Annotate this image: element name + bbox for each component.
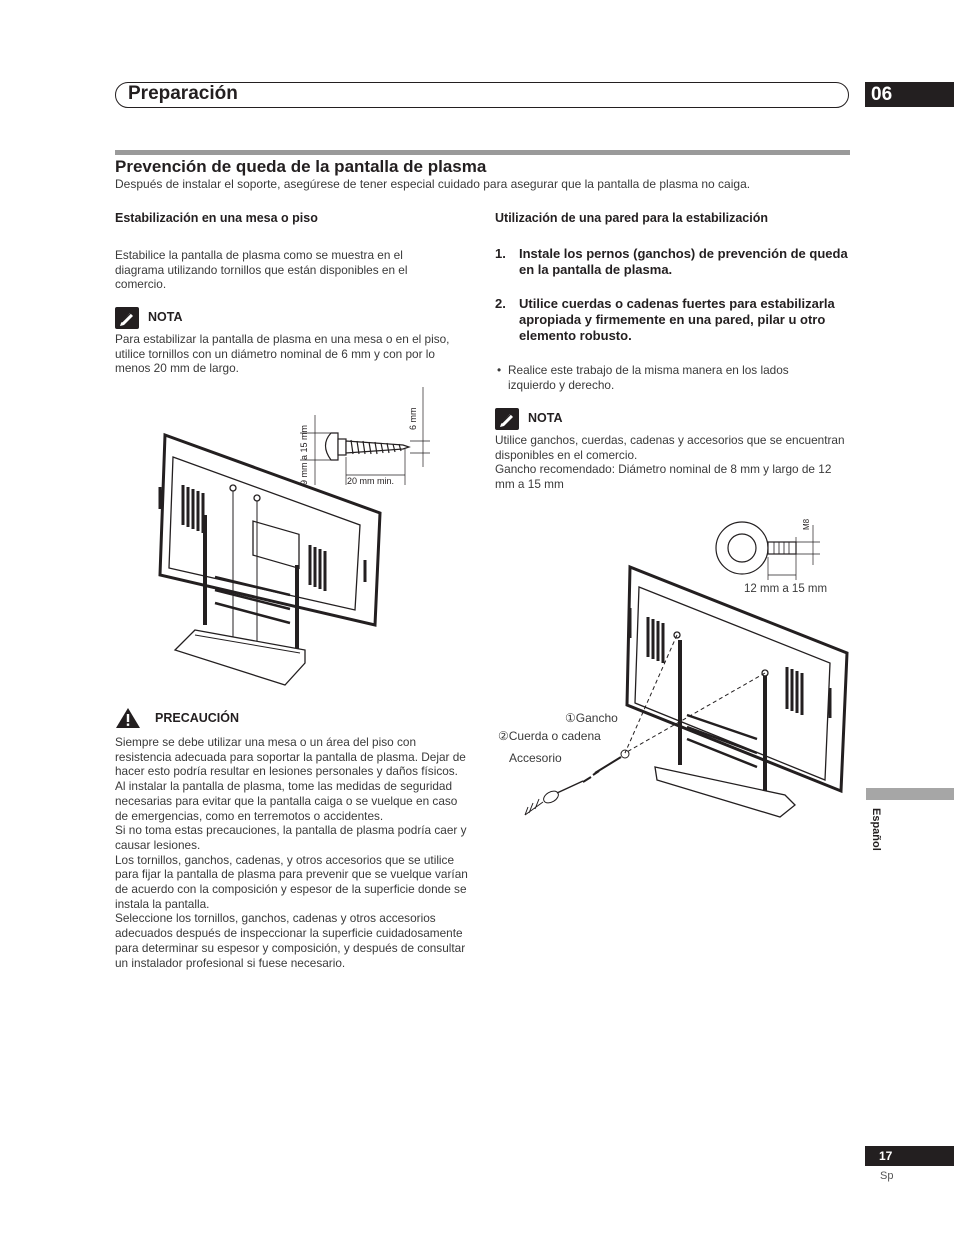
right-heading: Utilización de una pared para la estabilización <box>495 211 768 225</box>
page-lang-code: Sp <box>880 1170 894 1182</box>
step-2 <box>495 296 850 344</box>
thread-label: M8 <box>802 518 811 530</box>
caution-paragraph: Seleccione los tornillos, ganchos, cadenas y otros accesorios adecuados después de inspeccionar la superficie cuidadosamente para determinar su espesor y composición, y después de consultar un instalador profesional si fuese necesario. <box>115 911 466 970</box>
cuerda-label: ②Cuerda o cadena <box>498 729 601 743</box>
table-stabilization-diagram <box>155 385 485 690</box>
caution-icon <box>115 707 141 729</box>
caution-paragraph: Si no toma estas precauciones, la pantalla de plasma podría caer y causar lesiones. <box>115 823 467 852</box>
page-number: 17 <box>865 1146 954 1166</box>
nota-line: Utilice ganchos, cuerdas, cadenas y accesorios que se encuentran disponibles en el comercio. <box>495 433 845 462</box>
caution-paragraph: Siempre se debe utilizar una mesa o un área del piso con resistencia adecuada para soportar la pantalla de plasma. Dejar de hacer esto podría resultar en lesiones personales y daños físicos. <box>115 735 466 779</box>
bullet-item: • Realice este trabajo de la misma manera en los lados izquierdo y derecho. <box>497 363 837 392</box>
side-tab <box>866 788 954 800</box>
left-nota-text: Para estabilizar la pantalla de plasma en una mesa o en el piso, utilice tornillos con un diámetro nominal de 6 mm y con por lo menos 20 mm de largo. <box>115 332 450 376</box>
wall-stabilization-diagram <box>495 505 850 825</box>
screw-length-label: 20 mm min. <box>347 476 395 486</box>
language-label: Español <box>870 808 882 851</box>
left-heading: Estabilización en una mesa o piso <box>115 211 318 225</box>
step-text: Utilice cuerdas o cadenas fuertes para estabilizarla apropiada y firmemente en una pared, pilar u otro elemento robusto. <box>519 296 835 343</box>
accesorio-label: Accesorio <box>509 751 562 765</box>
bullet-text: Realice este trabajo de la misma manera en los lados izquierdo y derecho. <box>508 363 789 392</box>
section-rule <box>115 150 850 155</box>
section-title: Prevención de queda de la pantalla de plasma <box>115 157 487 176</box>
left-paragraph: Estabilice la pantalla de plasma como se muestra en el diagrama utilizando tornillos que están disponibles en el comercio. <box>115 248 408 292</box>
caution-paragraph: Al instalar la pantalla de plasma, tome las medidas de seguridad necesarias para evitar que la pantalla caiga o se vuelque en caso de emergencias, como en terremotos o accidentes. <box>115 779 458 823</box>
step-text: Instale los pernos (ganchos) de prevención de queda en la pantalla de plasma. <box>519 246 848 277</box>
left-nota-label: NOTA <box>148 310 183 324</box>
plasma-display-rear <box>627 567 847 817</box>
caution-paragraph: Los tornillos, ganchos, cadenas, y otros accesorios que se utilice para fijar la pantalla de plasma para prevenir que se vuelque varían de acuerdo con la composición y espesor de la superficie donde se instala la pantalla. <box>115 852 468 911</box>
language-tab <box>866 808 886 868</box>
plasma-display-rear <box>160 435 380 685</box>
step-number: 1. <box>495 246 506 261</box>
step-number: 2. <box>495 296 506 311</box>
screw-diameter-label: 6 mm <box>408 407 418 430</box>
chapter-number: 06 <box>865 82 954 107</box>
screw-illustration <box>300 387 430 485</box>
caution-text <box>115 735 471 970</box>
screw-height-label: 9 mm a 15 mm <box>299 424 309 485</box>
nota-line: Gancho recomendado: Diámetro nominal de 8 mm y largo de 12 mm a 15 mm <box>495 462 832 492</box>
chapter-title: Preparación <box>128 83 238 104</box>
section-intro: Después de instalar el soporte, asegúrese de tener especial cuidado para asegurar que la pantalla de plasma no caiga. <box>115 177 751 191</box>
bolt-length-label: 12 mm a 15 mm <box>744 583 828 595</box>
gancho-label: ①Gancho <box>565 711 618 725</box>
right-nota-text <box>495 433 851 492</box>
step-1 <box>495 246 850 278</box>
right-nota-label: NOTA <box>528 411 563 425</box>
note-icon <box>115 307 139 329</box>
note-icon <box>495 408 519 430</box>
caution-label: PRECAUCIÓN <box>155 711 240 725</box>
